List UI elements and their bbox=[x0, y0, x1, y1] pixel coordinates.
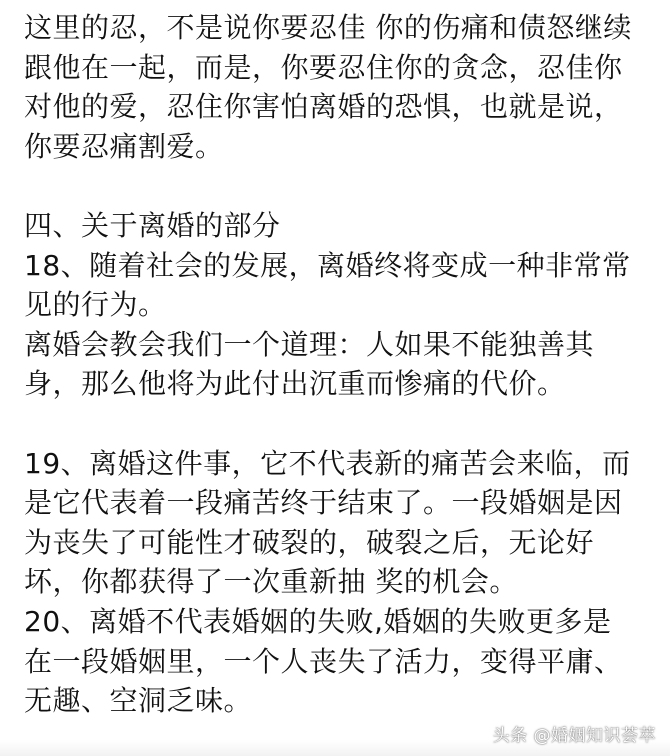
text-line: 坏，你都获得了一次重新抽 奖的机会。 bbox=[24, 565, 518, 599]
document-body bbox=[24, 8, 654, 721]
text-line: 你要忍痛割爱。 bbox=[24, 129, 224, 163]
text-line: 身，那么他将为此付出沉重而惨痛的代价。 bbox=[24, 367, 566, 401]
text-line: 是它代表着一段痛苦终于结束了。一段婚姻是因 bbox=[24, 486, 623, 520]
blank-line bbox=[24, 166, 654, 206]
text-line: 离婚会教会我们一个道理：人如果不能独善其 bbox=[24, 327, 595, 361]
text-line: 为丧失了可能性才破裂的，破裂之后，无论好 bbox=[24, 525, 595, 559]
text-line: 见的行为。 bbox=[24, 288, 167, 322]
text-line: 这里的忍，不是说你要忍佳 你的伤痛和债怒继续 bbox=[24, 11, 632, 44]
text-line: 无趣、空洞乏味。 bbox=[24, 684, 253, 718]
text-line: 跟他在一起，而是，你要忍住你的贪念，忍佳你 bbox=[24, 50, 623, 84]
text-line: 20、离婚不代表婚姻的失败,婚姻的失败更多是 bbox=[24, 604, 612, 638]
text-line: 19、离婚这件事，它不代表新的痛苦会来临，而 bbox=[24, 446, 631, 480]
section-heading: 四、关于离婚的部分 bbox=[24, 208, 281, 242]
watermark: 头条 @婚姻知识荟萃 bbox=[492, 726, 656, 746]
text-line: 在一段婚姻里，一个人丧失了活力，变得平庸、 bbox=[24, 644, 623, 678]
text-line: 对他的爱，忍住你害怕离婚的恐惧，也就是说， bbox=[24, 90, 623, 124]
blank-line bbox=[24, 404, 654, 444]
text-line: 18、随着社会的发展，离婚终将变成一种非常常 bbox=[24, 248, 631, 282]
